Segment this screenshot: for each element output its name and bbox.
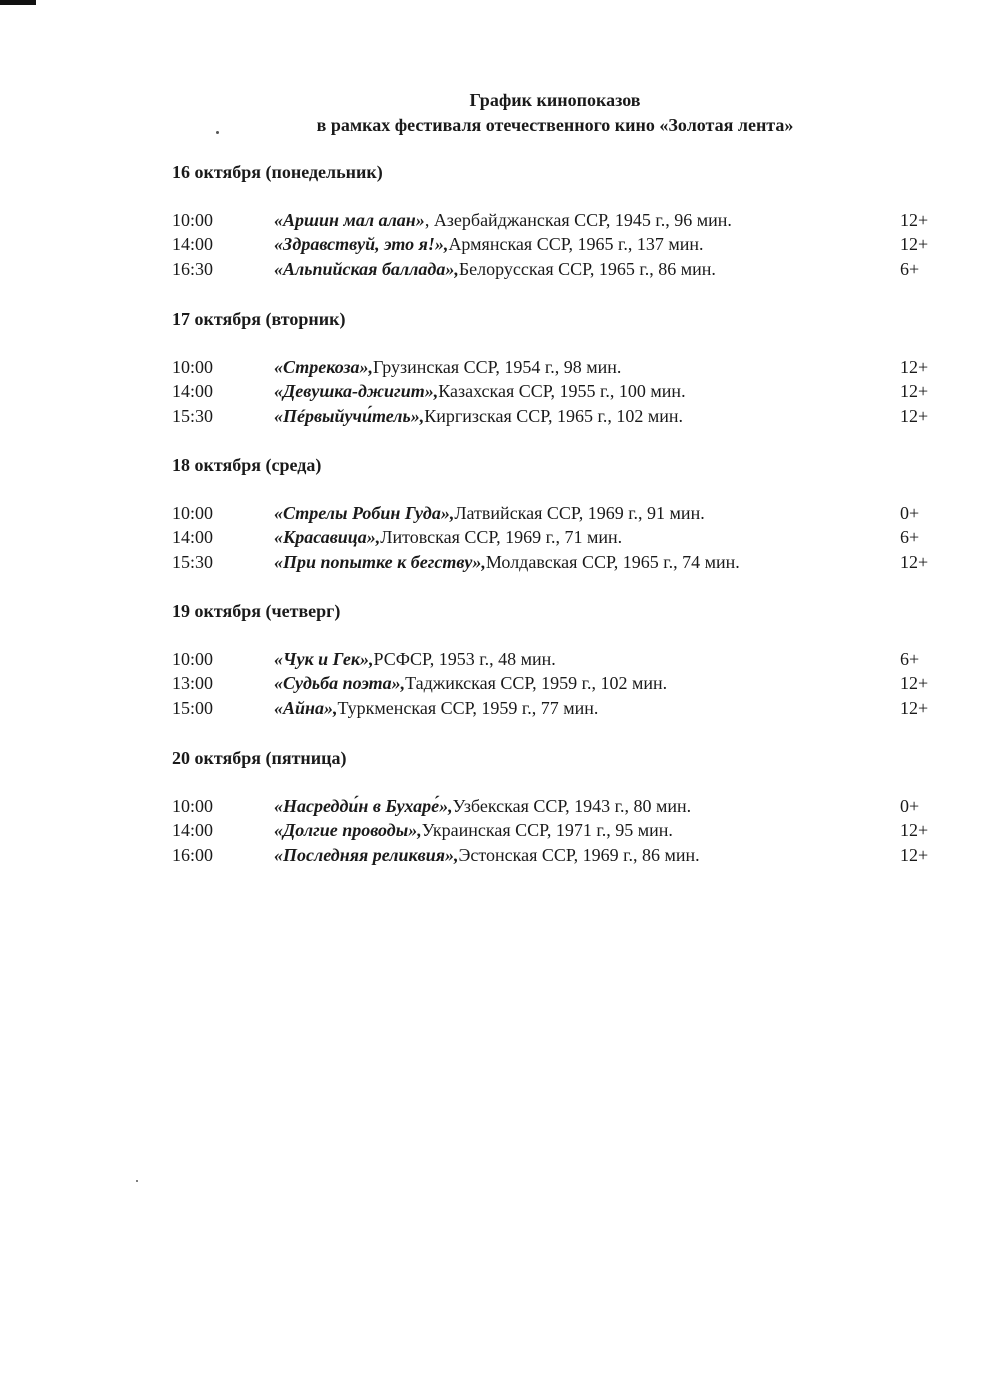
day-section <box>172 453 952 574</box>
screening-row <box>172 671 952 695</box>
screening-description <box>274 696 598 720</box>
document-header <box>0 88 1000 138</box>
screening-description <box>274 404 683 428</box>
screening-time: 14:00 <box>172 820 214 841</box>
age-rating: 6+ <box>900 527 920 548</box>
film-details: Латвийская ССР, 1969 г., 91 мин. <box>454 503 705 523</box>
age-rating: 0+ <box>900 503 920 523</box>
film-details: Грузинская ССР, 1954 г., 98 мин. <box>372 357 622 377</box>
film-details: Эстонская ССР, 1969 г., 86 мин. <box>458 844 700 865</box>
screening-description <box>274 550 740 574</box>
screening-time: 15:00 <box>172 697 214 718</box>
screening-time: 13:00 <box>172 673 214 694</box>
day-title: 17 октября (вторник) <box>172 309 346 329</box>
day-title: 19 октября (четверг) <box>172 601 341 621</box>
screening-time: 14:00 <box>172 381 214 402</box>
age-rating: 12+ <box>900 820 929 841</box>
screening-row <box>172 355 952 379</box>
screening-description <box>274 208 732 232</box>
age-rating: 6+ <box>900 258 920 279</box>
day-section <box>172 160 952 281</box>
screening-time: 16:30 <box>172 258 214 279</box>
film-title: «Стрекоза», <box>274 357 373 377</box>
screening-description <box>274 355 621 379</box>
screening-description <box>274 794 691 818</box>
document-title: График кинопоказов <box>469 90 641 110</box>
age-rating: 6+ <box>900 649 920 669</box>
film-details: Туркменская ССР, 1959 г., 77 мин. <box>337 697 599 718</box>
age-rating: 12+ <box>900 551 929 572</box>
day-title: 18 октября (среда) <box>172 455 322 475</box>
film-title: «Стрелы Робин Гуда», <box>274 503 455 523</box>
screening-row <box>172 232 952 256</box>
film-details: РСФСР, 1953 г., 48 мин. <box>373 649 556 669</box>
film-details: Узбекская ССР, 1943 г., 80 мин. <box>452 796 692 816</box>
screening-time: 16:00 <box>172 844 214 865</box>
film-title: «Пéрвыйучи́тель», <box>274 405 425 426</box>
screening-description <box>274 525 622 549</box>
film-details: Таджикская ССР, 1959 г., 102 мин. <box>405 673 668 694</box>
screening-time: 15:30 <box>172 551 214 572</box>
age-rating: 12+ <box>900 381 929 402</box>
day-title: 20 октября (пятница) <box>172 748 347 768</box>
film-details: Киргизская ССР, 1965 г., 102 мин. <box>424 405 684 426</box>
screening-description <box>274 501 705 525</box>
film-details: , Азербайджанская ССР, 1945 г., 96 мин. <box>424 210 732 230</box>
screening-description <box>274 232 703 256</box>
screening-row <box>172 208 952 232</box>
screening-time: 10:00 <box>172 503 214 523</box>
screening-time: 14:00 <box>172 234 214 255</box>
screening-row <box>172 550 952 574</box>
film-details: Литовская ССР, 1969 г., 71 мин. <box>380 527 623 548</box>
film-details: Молдавская ССР, 1965 г., 74 мин. <box>485 551 740 572</box>
screening-row <box>172 647 952 671</box>
screening-row <box>172 843 952 867</box>
screening-time: 10:00 <box>172 796 214 816</box>
scan-edge-mark <box>0 0 36 5</box>
film-details: Казахская ССР, 1955 г., 100 мин. <box>438 381 686 402</box>
screening-time: 15:30 <box>172 405 214 426</box>
screening-description <box>274 379 686 403</box>
screening-row <box>172 525 952 549</box>
age-rating: 12+ <box>900 357 929 377</box>
document-subtitle: в рамках фестиваля отечественного кино «Золотая лента» <box>316 115 794 135</box>
screening-time: 10:00 <box>172 210 214 230</box>
film-title: «При попытке к бегству», <box>274 551 486 572</box>
age-rating: 12+ <box>900 844 929 865</box>
screening-row <box>172 501 952 525</box>
day-section <box>172 599 952 720</box>
film-title: «Альпийская баллада», <box>274 258 459 279</box>
screening-description <box>274 647 556 671</box>
film-title: «Долгие проводы», <box>274 820 422 841</box>
day-section <box>172 307 952 428</box>
screening-description <box>274 671 667 695</box>
screening-description <box>274 257 716 281</box>
screening-time: 10:00 <box>172 649 214 669</box>
film-title: «Последняя реликвия», <box>274 844 459 865</box>
screening-row <box>172 257 952 281</box>
film-title: «Насредди́н в Бухаре́», <box>274 796 453 816</box>
day-title: 16 октября (понедельник) <box>172 162 383 182</box>
day-section <box>172 746 952 867</box>
screening-row <box>172 696 952 720</box>
scan-speck <box>136 1180 138 1182</box>
film-title: «Красавица», <box>274 527 381 548</box>
age-rating: 12+ <box>900 405 929 426</box>
film-title: «Айна», <box>274 697 338 718</box>
film-title: «Аршин мал алан» <box>274 210 425 230</box>
screening-row <box>172 379 952 403</box>
age-rating: 12+ <box>900 234 929 255</box>
screening-description <box>274 843 700 867</box>
film-details: Украинская ССР, 1971 г., 95 мин. <box>421 820 673 841</box>
screening-description <box>274 818 673 842</box>
film-details: Белорусская ССР, 1965 г., 86 мин. <box>458 258 716 279</box>
film-title: «Здравствуй, это я!», <box>274 234 449 255</box>
screening-row <box>172 818 952 842</box>
age-rating: 0+ <box>900 796 920 816</box>
age-rating: 12+ <box>900 210 929 230</box>
screening-row <box>172 404 952 428</box>
film-title: «Судьба поэта», <box>274 673 406 694</box>
screening-row <box>172 794 952 818</box>
screening-time: 10:00 <box>172 357 214 377</box>
film-title: «Девушка-джигит», <box>274 381 439 402</box>
age-rating: 12+ <box>900 673 929 694</box>
screening-time: 14:00 <box>172 527 214 548</box>
film-title: «Чук и Гек», <box>274 649 374 669</box>
film-details: Армянская ССР, 1965 г., 137 мин. <box>448 234 704 255</box>
age-rating: 12+ <box>900 697 929 718</box>
